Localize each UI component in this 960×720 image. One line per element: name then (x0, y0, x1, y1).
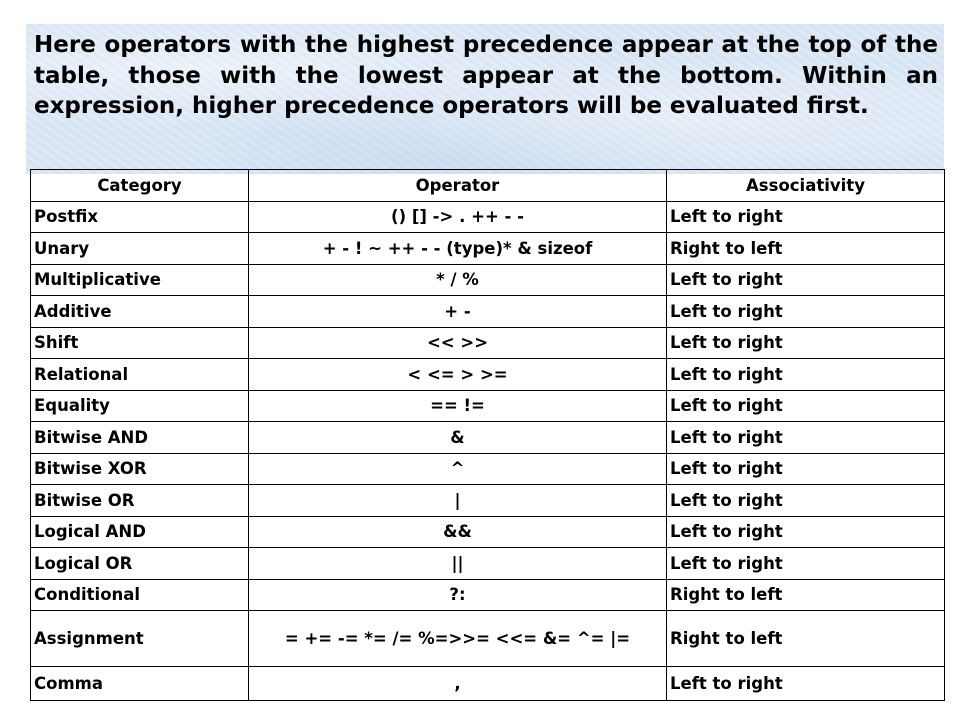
table-row (31, 327, 945, 359)
header-associativity: Associativity (667, 170, 945, 202)
row-associativity: Left to right (667, 485, 945, 517)
row-associativity: Left to right (667, 453, 945, 485)
table-row (31, 453, 945, 485)
row-category: Postfix (31, 201, 249, 233)
table-row (31, 422, 945, 454)
row-category: Additive (31, 296, 249, 328)
row-operator: , (249, 667, 667, 701)
row-operator: * / % (249, 264, 667, 296)
row-operator: << >> (249, 327, 667, 359)
intro-text: Here operators with the highest precedence appear at the top of the table, those with the lowest appear at the bottom. Within an expression, higher precedence operators will be evaluated first. (34, 32, 938, 119)
table-row (31, 516, 945, 548)
row-operator: + - ! ~ ++ - - (type)* & sizeof (249, 233, 667, 265)
row-category: Multiplicative (31, 264, 249, 296)
row-category: Unary (31, 233, 249, 265)
intro-banner (26, 24, 944, 174)
row-category: Logical OR (31, 548, 249, 580)
row-operator: + - (249, 296, 667, 328)
row-operator: ^ (249, 453, 667, 485)
row-operator: | (249, 485, 667, 517)
row-associativity: Left to right (667, 516, 945, 548)
row-associativity: Left to right (667, 390, 945, 422)
table-row (31, 264, 945, 296)
row-operator: = += -= *= /= %=>>= <<= &= ^= |= (249, 611, 667, 667)
row-operator: == != (249, 390, 667, 422)
row-associativity: Left to right (667, 359, 945, 391)
table-row (31, 233, 945, 265)
row-category: Conditional (31, 579, 249, 611)
table-header-row (31, 170, 945, 202)
row-associativity: Left to right (667, 264, 945, 296)
row-category: Relational (31, 359, 249, 391)
row-operator: () [] -> . ++ - - (249, 201, 667, 233)
table-row (31, 390, 945, 422)
row-category: Shift (31, 327, 249, 359)
header-category: Category (31, 170, 249, 202)
table-row (31, 201, 945, 233)
row-associativity: Right to left (667, 611, 945, 667)
row-operator: && (249, 516, 667, 548)
table-row (31, 296, 945, 328)
row-category: Bitwise OR (31, 485, 249, 517)
header-operator: Operator (249, 170, 667, 202)
row-category: Bitwise AND (31, 422, 249, 454)
row-operator: < <= > >= (249, 359, 667, 391)
row-associativity: Right to left (667, 579, 945, 611)
row-associativity: Right to left (667, 233, 945, 265)
row-associativity: Left to right (667, 296, 945, 328)
table-row (31, 667, 945, 701)
row-category: Equality (31, 390, 249, 422)
operator-precedence-table (30, 169, 945, 701)
precedence-table-container (30, 169, 944, 701)
table-row (31, 485, 945, 517)
table-row (31, 548, 945, 580)
table-row (31, 611, 945, 667)
table-row (31, 359, 945, 391)
row-associativity: Left to right (667, 667, 945, 701)
row-operator: & (249, 422, 667, 454)
row-associativity: Left to right (667, 327, 945, 359)
row-category: Comma (31, 667, 249, 701)
row-category: Assignment (31, 611, 249, 667)
row-category: Bitwise XOR (31, 453, 249, 485)
table-row (31, 579, 945, 611)
row-operator: || (249, 548, 667, 580)
row-category: Logical AND (31, 516, 249, 548)
row-associativity: Left to right (667, 422, 945, 454)
row-associativity: Left to right (667, 548, 945, 580)
row-associativity: Left to right (667, 201, 945, 233)
row-operator: ?: (249, 579, 667, 611)
